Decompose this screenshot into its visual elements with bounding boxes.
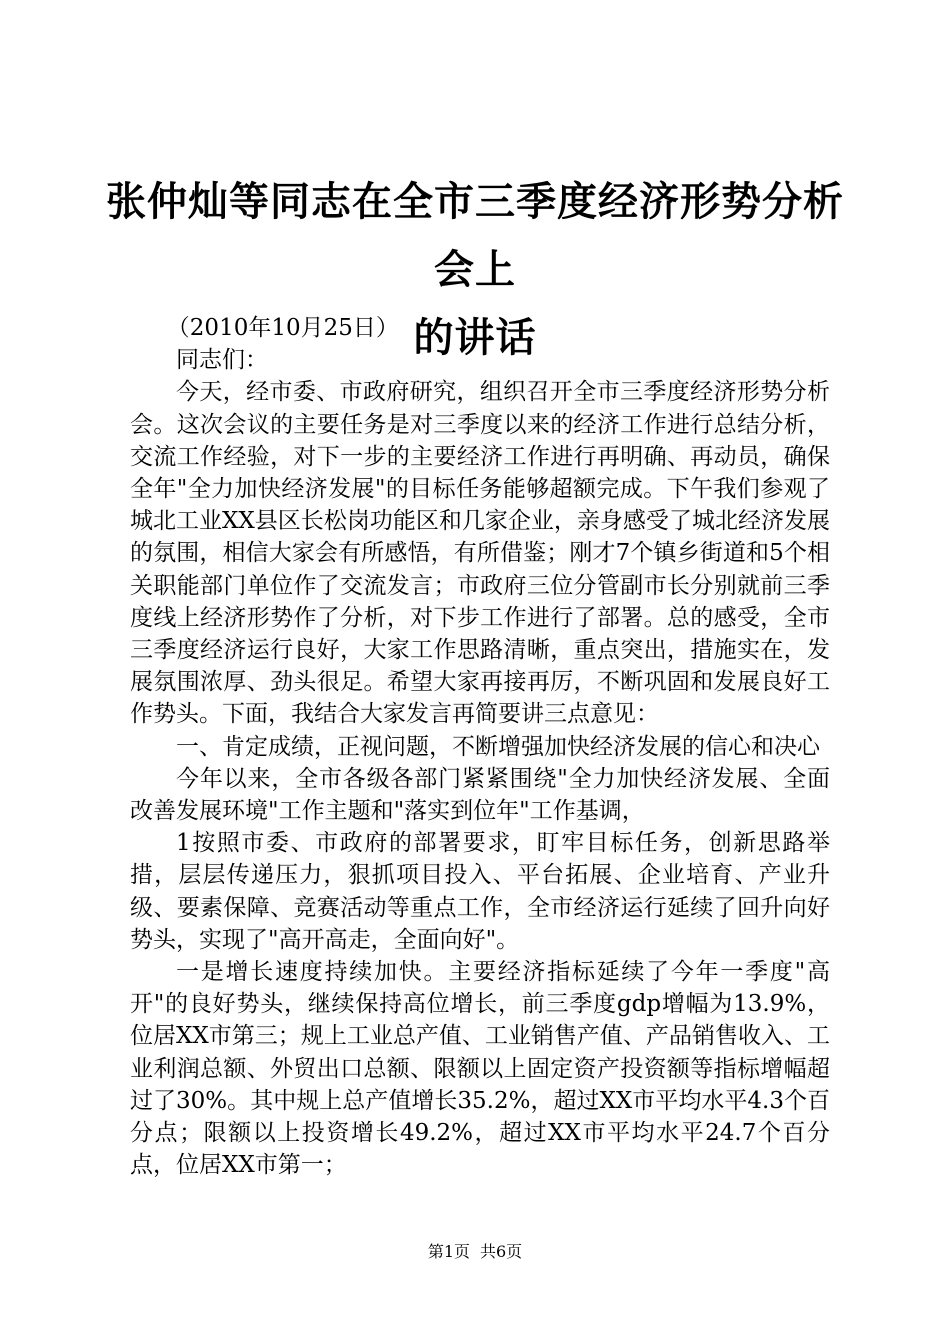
paragraph: 今天，经市委、市政府研究，组织召开全市三季度经济形势分析会。这次会议的主要任务是对三季度以来的经济工作进行总结分析，交流工作经验，对下一步的主要经济工作进行再明确、再动员，确保全年"全力加快经济发展"的目标任务能够超额完成。下午我们参观了城北工业XX县区长松岗功能区和几家企业，亲身感受了城北经济发展的氛围，相信大家会有所感悟，有所借鉴；刚才7个镇乡街道和5个相关职能部门单位作了交流发言；市政府三位分管副市长分别就前三季度线上经济形势作了分析，对下步工作进行了部署。总的感受，全市三季度经济运行良好，大家工作思路清晰，重点突出，措施实在，发展氛围浓厚、劲头很足。希望大家再接再厉，不断巩固和发展良好工作势头。下面，我结合大家发言再简要讲三点意见： [130,379,830,728]
page-number: 第1页 [427,1242,470,1261]
salutation: 同志们： [176,347,268,374]
speech-date: （2010年10月25日） [166,315,399,341]
document-body [130,312,830,1181]
paragraph: 一是增长速度持续加快。主要经济指标延续了今年一季度"高开"的良好势头，继续保持高位增长，前三季度gdp增幅为13.9%，位居XX市第三；规上工业总产值、工业销售产值、产品销售收入、工业利润总额、外贸出口总额、限额以上固定资产投资额等指标增幅超过了30%。其中规上总产值增长35.2%，超过XX市平均水平4.3个百分点；限额以上投资增长49.2%，超过XX市平均水平24.7个百分点，位居XX市第一； [130,959,830,1179]
section-heading: 一、肯定成绩，正视问题，不断增强加快经济发展的信心和决心 [176,733,820,760]
page-total: 共6页 [480,1242,523,1261]
paragraph: 今年以来，全市各级各部门紧紧围绕"全力加快经济发展、全面改善发展环境"工作主题和"落实到位年"工作基调， [130,765,830,825]
title-line-2: 的讲话 [413,315,537,361]
title-line-1: 张仲灿等同志在全市三季度经济形势分析会上 [106,179,844,293]
page-footer [0,1242,950,1262]
paragraph: 1按照市委、市政府的部署要求，盯牢目标任务，创新思路举措，层层传递压力，狠抓项目投入、平台拓展、企业培育、产业升级、要素保障、竞赛活动等重点工作，全市经济运行延续了回升向好势头，实现了"高开高走，全面向好"。 [130,830,830,953]
